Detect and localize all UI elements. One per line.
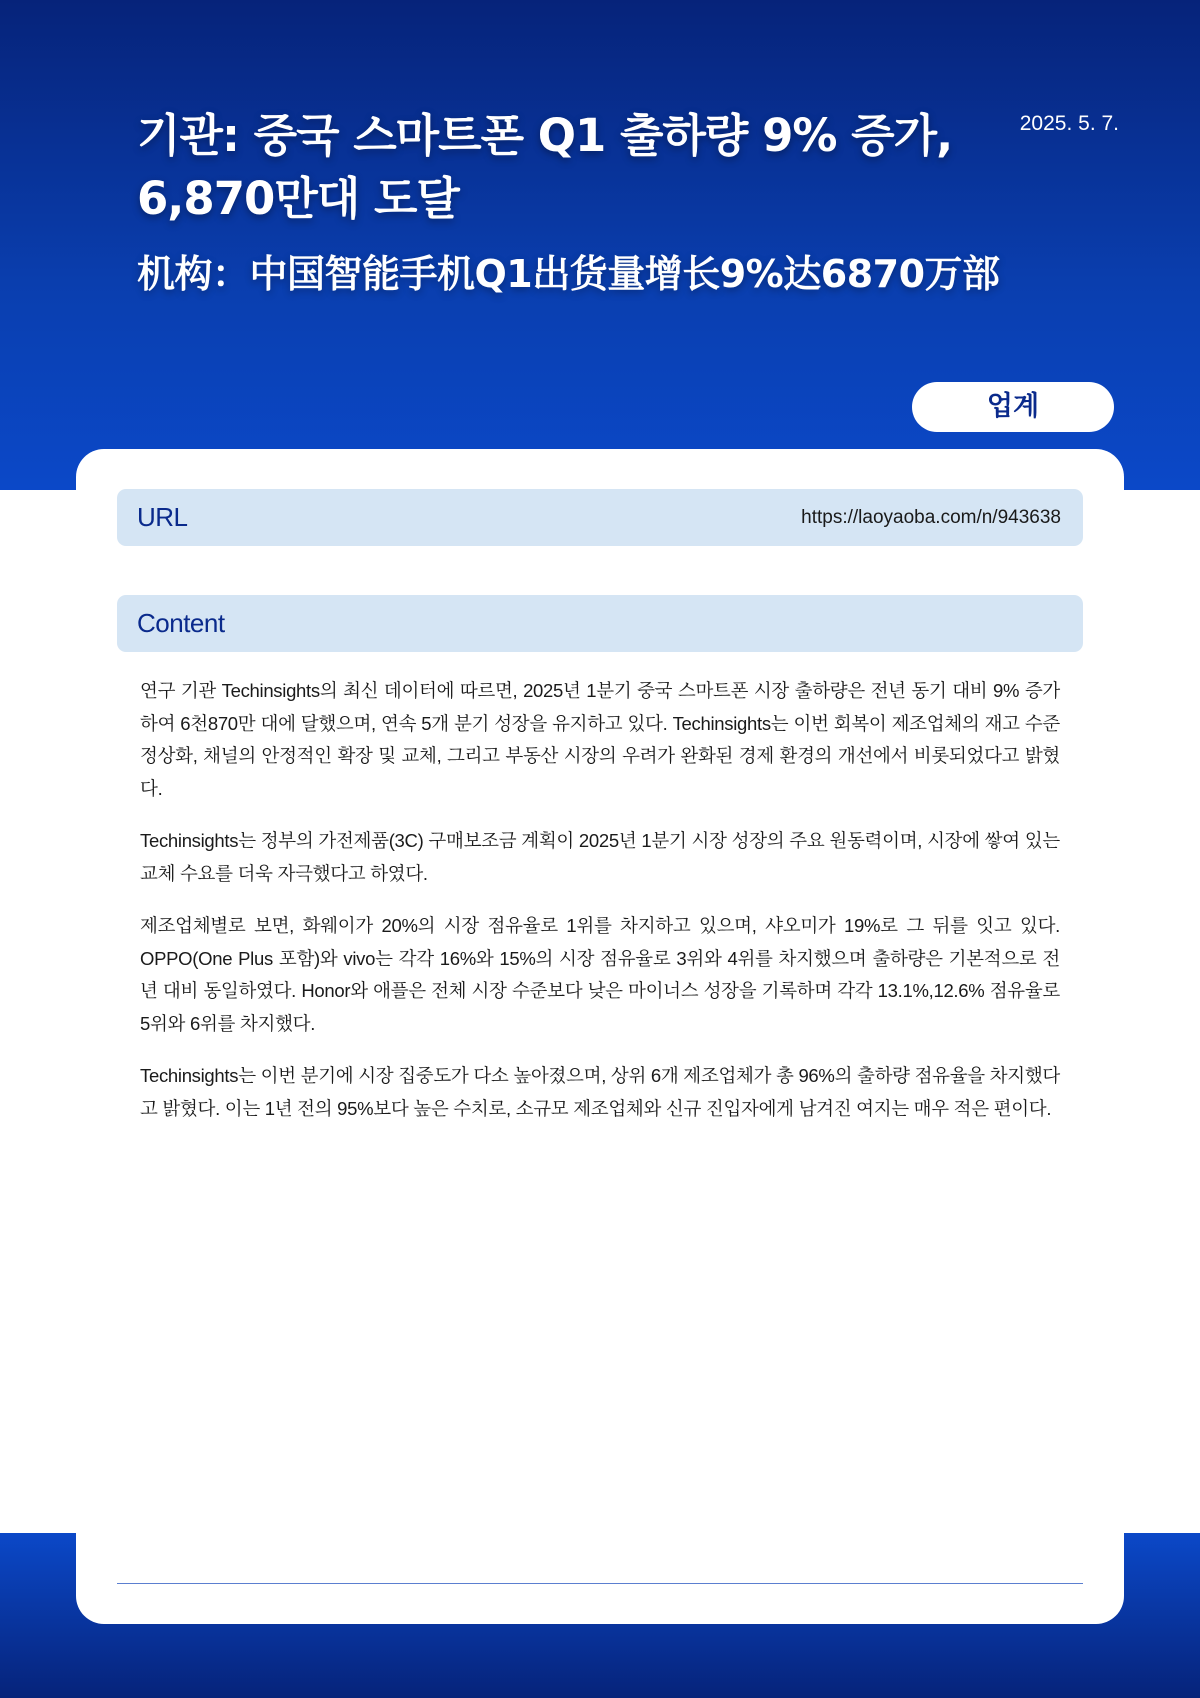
url-section-bar bbox=[117, 489, 1083, 546]
content-label: Content bbox=[137, 608, 225, 638]
article-paragraph: Techinsights는 이번 분기에 시장 집중도가 다소 높아졌으며, 상위 6개 제조업체가 총 96%의 출하량 점유율을 차지했다고 밝혔다. 이는 1년 전의 95%보다 높은 수치로, 소규모 제조업체와 신규 진입자에게 남겨진 여지는 매우 적은 편이다. bbox=[140, 1065, 1060, 1119]
page-title-korean: 기관: 중국 스마트폰 Q1 출하량 9% 증가, 6,870만대 도달 bbox=[137, 109, 953, 225]
article-paragraph: 연구 기관 Techinsights의 최신 데이터에 따르면, 2025년 1분기 중국 스마트폰 시장 출하량은 전년 동기 대비 9% 증가하여 6천870만 대에 달했으며, 연속 5개 분기 성장을 유지하고 있다. Techinsights는 이번 회복이 제조업체의 재고 수준 정상화, 채널의 안정적인 확장 및 교체, 그리고 부동산 시장의 우려가 완화된 경제 환경의 개선에서 비롯되었다고 밝혔다. bbox=[140, 680, 1060, 799]
content-section-bar bbox=[117, 595, 1083, 652]
article-paragraph: 제조업체별로 보면, 화웨이가 20%의 시장 점유율로 1위를 차지하고 있으며, 샤오미가 19%로 그 뒤를 잇고 있다. OPPO(One Plus 포함)와 vivo는 각각 16%와 15%의 시장 점유율로 3위와 4위를 차지했으며 출하량은 기본적으로 전년 대비 동일하였다. Honor와 애플은 전체 시장 수준보다 낮은 마이너스 성장을 기록하며 각각 13.1%,12.6% 점유율로 5위와 6위를 차지했다. bbox=[140, 915, 1060, 1034]
article-body bbox=[140, 675, 1060, 1145]
url-label: URL bbox=[137, 502, 188, 532]
page-title-chinese: 机构：中国智能手机Q1出货量增长9%达6870万部 bbox=[137, 252, 1000, 296]
publish-date: 2025. 5. 7. bbox=[1019, 112, 1119, 135]
url-link[interactable]: https://laoyaoba.com/n/943638 bbox=[801, 507, 1061, 528]
article-paragraph: Techinsights는 정부의 가전제품(3C) 구매보조금 계획이 2025년 1분기 시장 성장의 주요 원동력이며, 시장에 쌓여 있는 교체 수요를 더욱 자극했다고 하였다. bbox=[140, 830, 1060, 884]
footer-divider bbox=[117, 1583, 1083, 1584]
category-badge: 업계 bbox=[912, 382, 1114, 432]
